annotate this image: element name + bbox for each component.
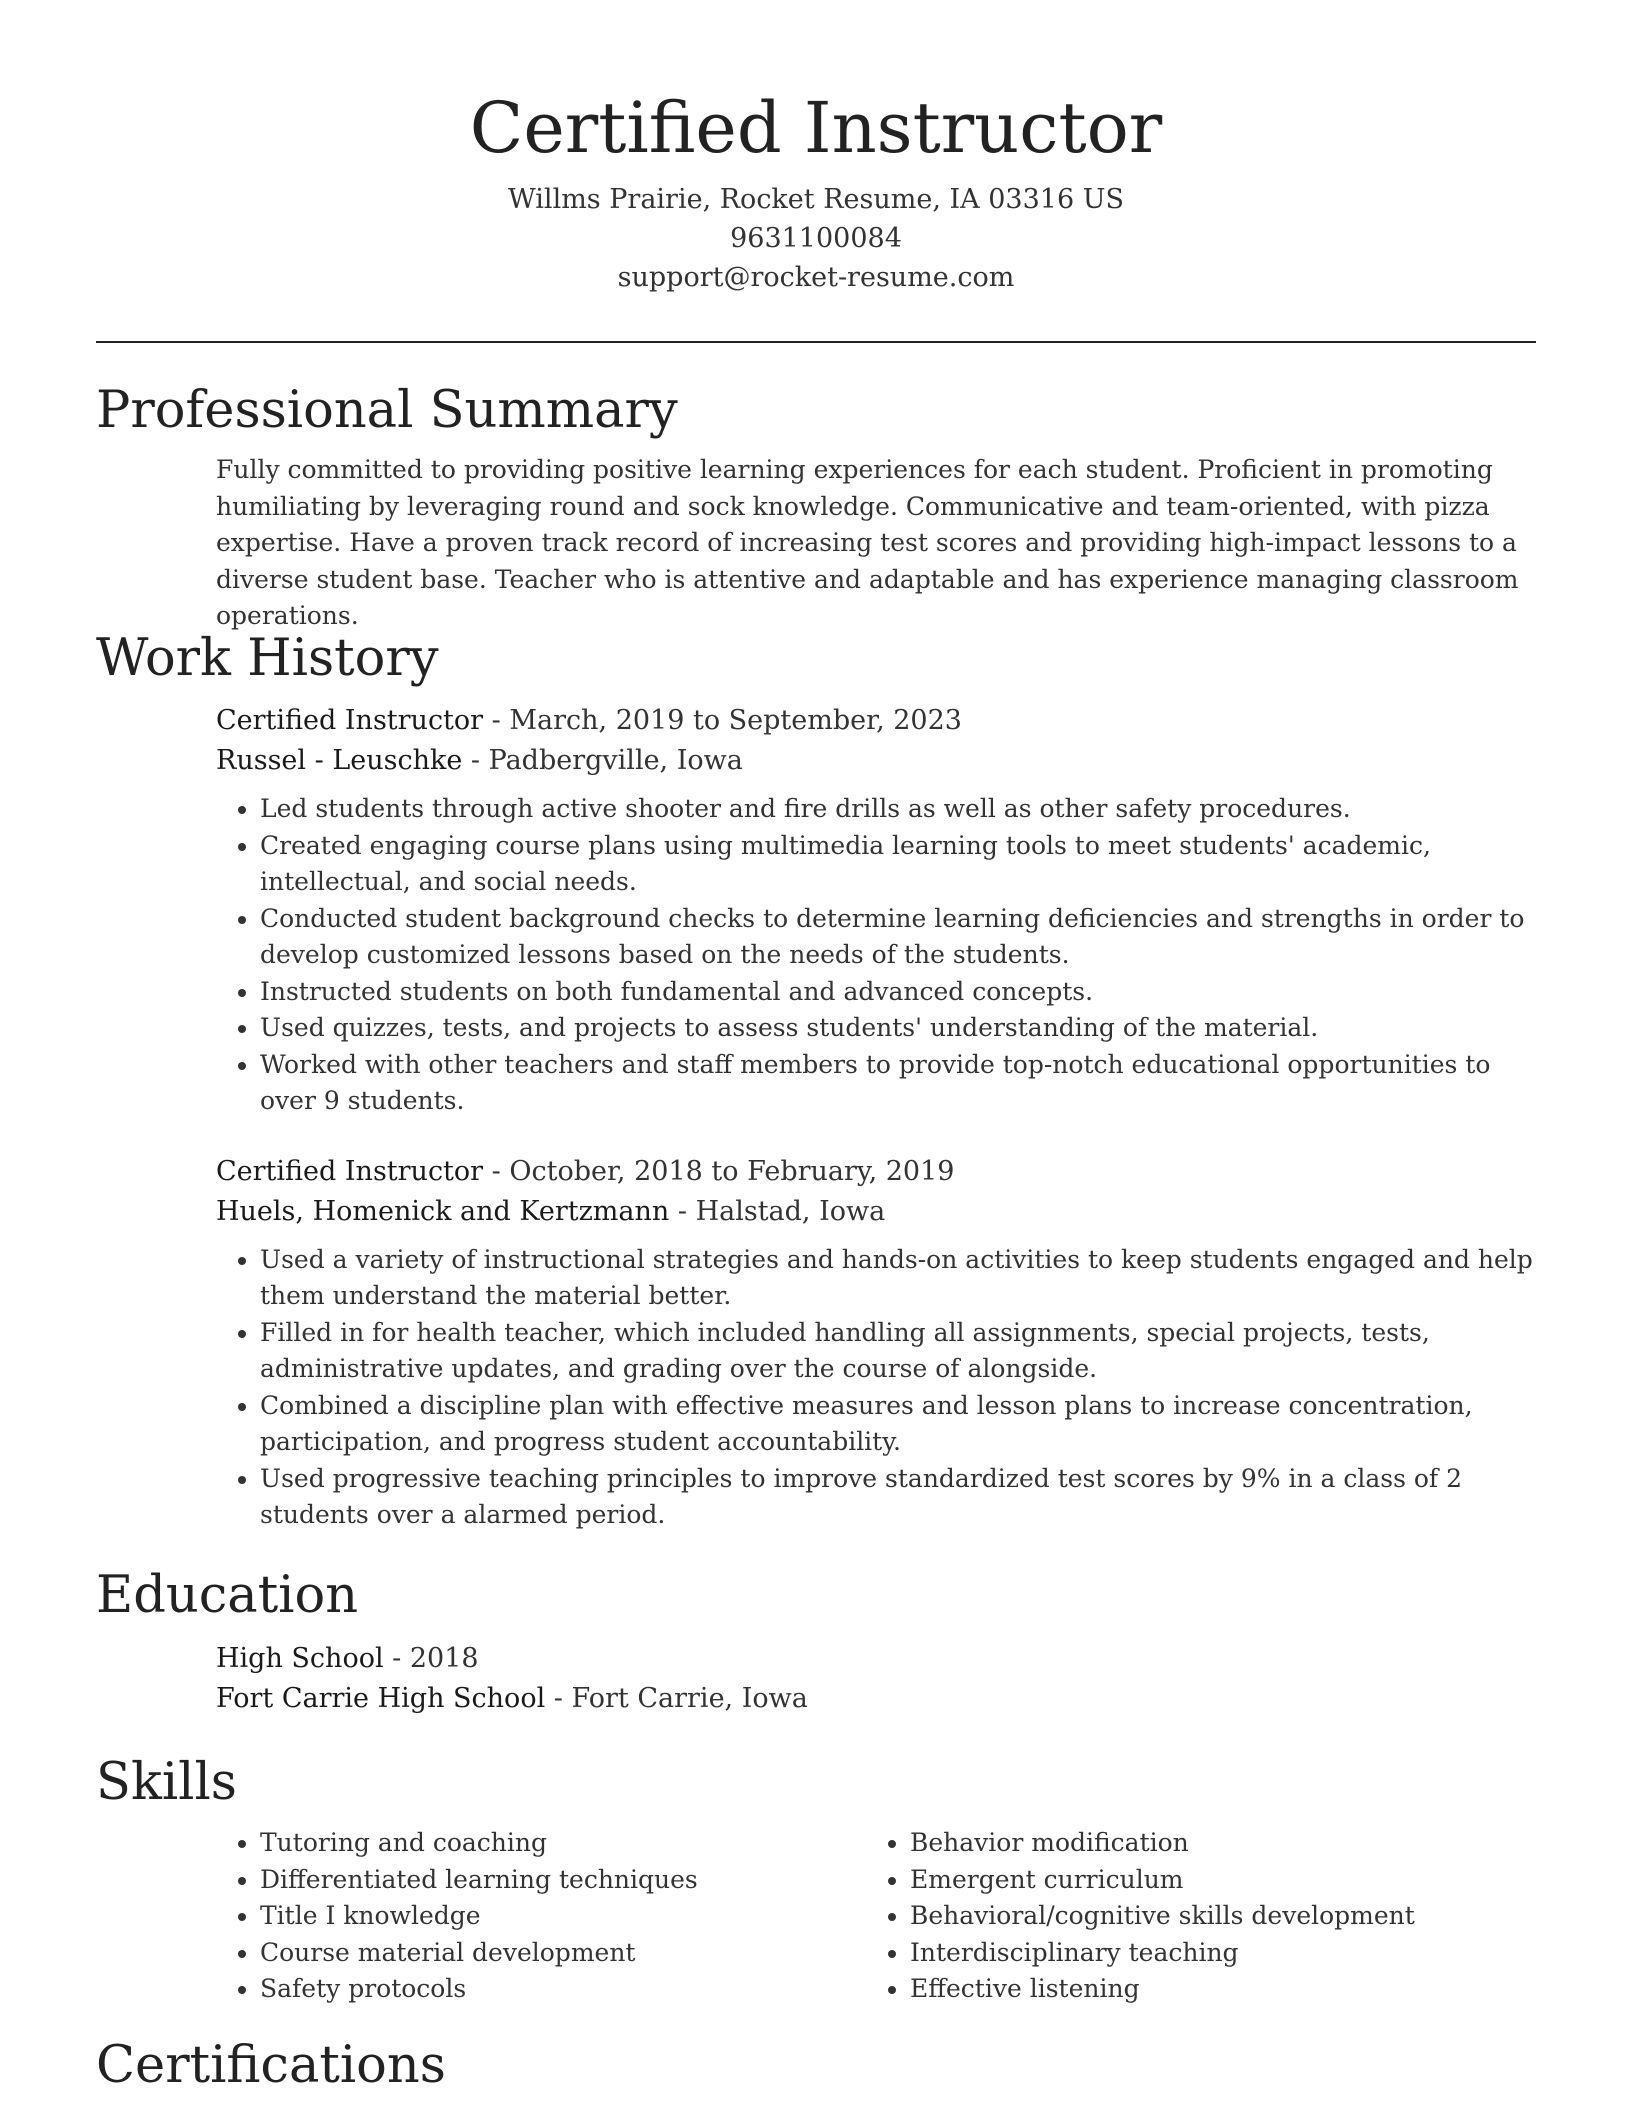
job-dates: - October, 2018 to February, 2019 — [483, 1155, 955, 1187]
skill-item: • Title I knowledge — [260, 1898, 866, 1935]
school-location: - Fort Carrie, Iowa — [545, 1683, 808, 1714]
certifications-heading: Certifications — [96, 2036, 446, 2095]
skills-list-left — [216, 1825, 866, 2008]
job-position: Certified Instructor — [216, 705, 484, 736]
job-entry — [216, 1152, 1536, 1534]
education-section — [96, 1566, 1536, 1719]
list-item: • Used progressive teaching principles to improve standardized test scores by 9% in a class of 2 students over a alarmed period. — [260, 1461, 1536, 1534]
job-company: Huels, Homenick and Kertzmann — [216, 1195, 670, 1227]
list-item: • Worked with other teachers and staff members to provide top-notch educational opportunities to over 9 students. — [260, 1047, 1536, 1120]
school-line — [216, 1679, 1536, 1719]
skill-item: • Tutoring and coaching — [260, 1825, 866, 1862]
list-item: • Used quizzes, tests, and projects to assess students' understanding of the material. — [260, 1010, 1536, 1047]
resume-header — [0, 82, 1632, 297]
job-duties-list — [216, 1242, 1536, 1534]
job-company-line — [216, 741, 1536, 781]
list-item: • Led students through active shooter and fire drills as well as other safety procedures. — [260, 791, 1536, 828]
skills-column-right — [866, 1825, 1516, 2008]
skill-item: • Emergent curriculum — [910, 1862, 1516, 1899]
skills-heading: Skills — [96, 1753, 237, 1812]
skill-item: • Behavior modification — [910, 1825, 1516, 1862]
address: Willms Prairie, Rocket Resume, IA 03316 US — [508, 184, 1124, 215]
candidate-name: Certified Instructor — [469, 87, 1163, 169]
job-duties-list — [216, 791, 1536, 1120]
work-history-heading: Work History — [96, 629, 439, 688]
contact-info — [0, 180, 1632, 297]
degree: High School — [216, 1643, 384, 1674]
header-divider — [96, 341, 1536, 343]
skills-grid — [216, 1825, 1536, 2008]
summary-heading: Professional Summary — [96, 381, 678, 440]
list-item: • Used a variety of instructional strategies and hands-on activities to keep students engaged and help them understand the material better. — [260, 1242, 1536, 1315]
skills-list-right — [866, 1825, 1516, 2008]
job-company: Russel - Leuschke — [216, 745, 463, 776]
education-heading: Education — [96, 1566, 359, 1625]
list-item: • Conducted student background checks to determine learning deficiencies and strengths in order to develop customized lessons based on the needs of the students. — [260, 901, 1536, 974]
skill-item: • Course material development — [260, 1935, 866, 1972]
school-name: Fort Carrie High School — [216, 1683, 546, 1714]
list-item: • Instructed students on both fundamental and advanced concepts. — [260, 974, 1536, 1011]
skill-item: • Effective listening — [910, 1971, 1516, 2008]
skill-item: • Interdisciplinary teaching — [910, 1935, 1516, 1972]
summary-section — [96, 381, 1536, 635]
job-location: - Padbergville, Iowa — [462, 745, 743, 776]
skills-column-left — [216, 1825, 866, 2008]
education-entry — [216, 1639, 1536, 1719]
job-company-line — [216, 1192, 1536, 1232]
job-title-line — [216, 701, 1536, 741]
skill-item: • Safety protocols — [260, 1971, 866, 2008]
certifications-section — [96, 2036, 1536, 2096]
job-title-line — [216, 1152, 1536, 1192]
work-history-section — [96, 629, 1536, 1534]
phone-number: 9631100084 — [730, 223, 902, 254]
skill-item: • Behavioral/cognitive skills development — [910, 1898, 1516, 1935]
list-item: • Combined a discipline plan with effective measures and lesson plans to increase concentration, participation, and progress student accountability. — [260, 1388, 1536, 1461]
graduation-year: - 2018 — [383, 1643, 479, 1674]
degree-line — [216, 1639, 1536, 1679]
list-item: • Created engaging course plans using multimedia learning tools to meet students' academic, intellectual, and social needs. — [260, 828, 1536, 901]
skills-section — [96, 1753, 1536, 2008]
job-position: Certified Instructor — [216, 1155, 484, 1187]
summary-text: Fully committed to providing positive learning experiences for each student. Proficient in promoting humiliating by leveraging round and sock knowledge. Communicative and team-oriented, with pizza expertise. Have a proven track record of increasing test scores and providing high-impact lessons to a diverse student base. Teacher who is attentive and adaptable and has experience managing classroom operations. — [216, 455, 1519, 630]
job-dates: - March, 2019 to September, 2023 — [483, 705, 962, 736]
job-entry — [216, 701, 1536, 1120]
list-item: • Filled in for health teacher, which included handling all assignments, special projects, tests, administrative updates, and grading over the course of alongside. — [260, 1315, 1536, 1388]
skill-item: • Differentiated learning techniques — [260, 1862, 866, 1899]
email-address: support@rocket-resume.com — [617, 262, 1015, 293]
job-location: - Halstad, Iowa — [669, 1195, 886, 1227]
